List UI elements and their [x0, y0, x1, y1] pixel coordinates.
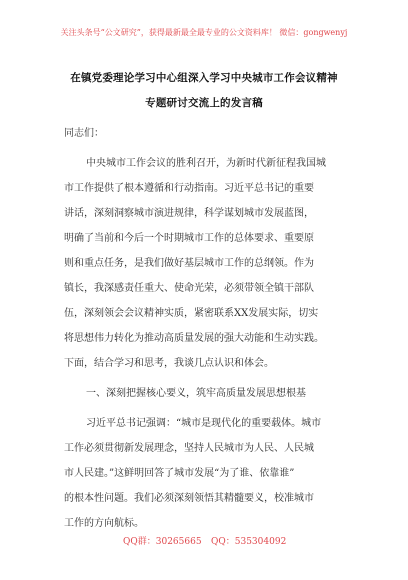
paragraph-line: 将思想伟力转化为推动高质量发展的强大动能和生动实践。	[64, 333, 324, 344]
paragraph-line: 市工作提供了根本遵循和行动指南。习近平总书记的重要	[64, 183, 314, 194]
footer-qq-group: QQ群：30265665	[123, 537, 202, 547]
salutation: 同志们：	[64, 128, 104, 139]
paragraph-line: 伍，深刻领会会议精神实质，紧密联系XX发展实际，切实	[64, 308, 319, 319]
document-title-line-1: 在镇党委理论学习中心组深入学习中央城市工作会议精神	[70, 72, 338, 84]
paragraph-line: 中央城市工作会议的胜利召开，为新时代新征程我国城	[86, 158, 326, 169]
paragraph-line: 工作的方向航标。	[64, 518, 144, 529]
paragraph-line: 讲话，深刻洞察城市演进规律，科学谋划城市发展蓝图，	[64, 208, 314, 219]
paragraph-line: 工作必须贯彻新发展理念，坚持人民城市为人民、人民城	[64, 443, 314, 454]
paragraph-line: 明确了当前和今后一个时期城市工作的总体要求、重要原	[64, 233, 314, 244]
paragraph-line: 习近平总书记强调：“城市是现代化的重要载体。城市	[86, 418, 322, 429]
document-title-line-2: 专题研讨交流上的发言稿	[145, 97, 263, 109]
paragraph-line: 市人民建。”这鲜明回答了城市发展“为了谁、依靠谁”	[64, 468, 295, 479]
section-heading-1: 一、深刻把握核心要义，筑牢高质量发展思想根基	[86, 388, 306, 399]
paragraph-line: 镇长，我深感责任重大、使命光荣，必须带领全镇干部队	[64, 283, 314, 294]
paragraph-line: 的根本性问题。我们必须深刻领悟其精髓要义，校准城市	[64, 493, 314, 504]
paragraph-line: 则和重点任务，是我们做好基层城市工作的总纲领。作为	[64, 258, 314, 269]
footer-qq-number: QQ：535304092	[211, 537, 287, 547]
header-promo-note: 关注头条号“公文研究”，获得最新最全最专业的公文资料库！ 微信：gongwenyj	[60, 28, 348, 37]
paragraph-line: 下面，结合学习和思考，我谈几点认识和体会。	[64, 358, 274, 369]
